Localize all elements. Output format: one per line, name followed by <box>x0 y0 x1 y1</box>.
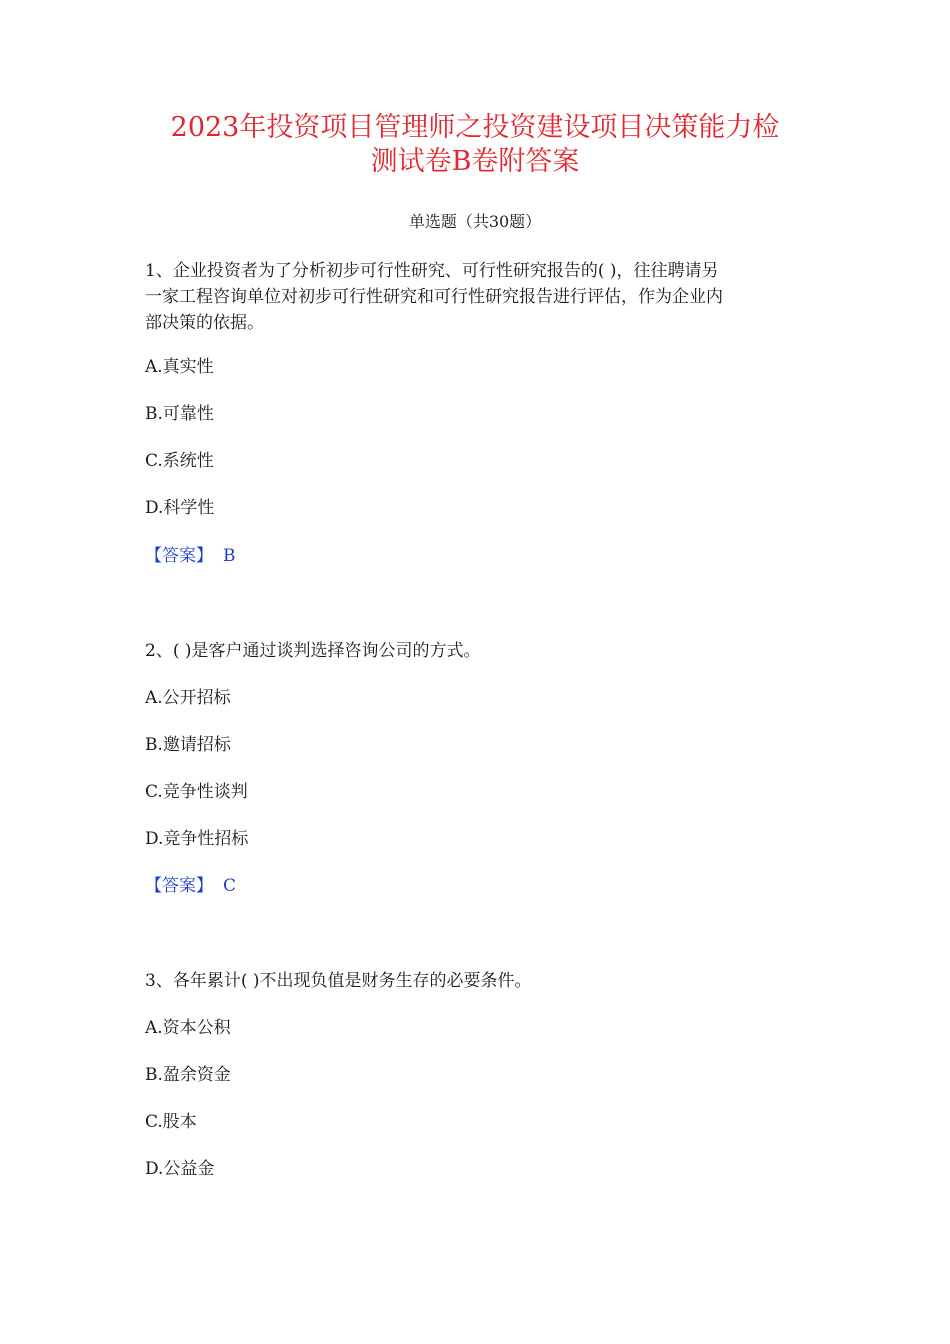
answer-value: C <box>223 876 237 896</box>
answer-value: B <box>223 546 236 566</box>
document-title-line-2: 测试卷B卷附答案 <box>370 146 580 177</box>
answer-line <box>145 873 236 899</box>
option-d: D.科学性 <box>145 498 215 518</box>
question-stem-line: 部决策的依据。 <box>145 313 264 333</box>
question-stem-line: 一家工程咨询单位对初步可行性研究和可行性研究报告进行评估，作为企业内 <box>145 287 723 307</box>
question-stem-line: 1、企业投资者为了分析初步可行性研究、可行性研究报告的( )，往往聘请另 <box>145 261 719 281</box>
option-a: A.资本公积 <box>145 1018 231 1038</box>
option-b: B.可靠性 <box>145 404 214 424</box>
question-stem-line: 2、( )是客户通过谈判选择咨询公司的方式。 <box>145 641 481 661</box>
option-b: B.邀请招标 <box>145 735 231 755</box>
document-title-line-1: 2023年投资项目管理师之投资建设项目决策能力检 <box>170 112 780 143</box>
option-c: C.竞争性谈判 <box>145 782 248 802</box>
answer-line <box>145 543 236 569</box>
option-d: D.公益金 <box>145 1159 215 1179</box>
option-c: C.股本 <box>145 1112 197 1132</box>
answer-label: 【答案】 <box>145 876 213 896</box>
option-a: A.公开招标 <box>145 688 231 708</box>
option-a: A.真实性 <box>145 357 214 377</box>
option-d: D.竞争性招标 <box>145 829 249 849</box>
option-c: C.系统性 <box>145 451 214 471</box>
answer-label: 【答案】 <box>145 546 213 566</box>
option-b: B.盈余资金 <box>145 1065 231 1085</box>
section-heading: 单选题（共30题） <box>408 212 542 231</box>
question-stem-line: 3、各年累计( )不出现负值是财务生存的必要条件。 <box>145 971 532 991</box>
